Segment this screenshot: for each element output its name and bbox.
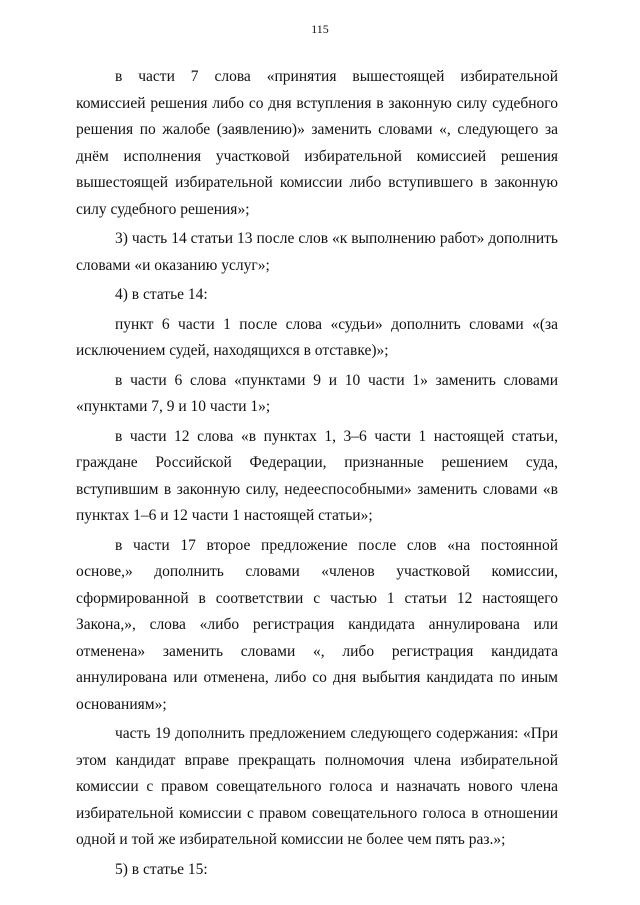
- page-number: 115: [311, 22, 329, 36]
- paragraph-part-6: в части 6 слова «пунктами 9 и 10 части 1» заменить словами «пунктами 7, 9 и 10 части 1»;: [76, 371, 558, 415]
- paragraph-point-6: пункт 6 части 1 после слова «судьи» дополнить словами «(за исключением судей, находящихся в отставке)»;: [76, 315, 558, 359]
- paragraph-item-3: 3) часть 14 статьи 13 после слов «к выполнению работ» дополнить словами «и оказанию услуг»;: [76, 230, 558, 274]
- paragraph-part-19: часть 19 дополнить предложением следующего содержания: «При этом кандидат вправе прекращать полномочия члена избирательной комиссии с правом совещательного голоса и назначать нового члена избирательной комиссии с правом совещательного голоса в отношении одной и той же избирательной комиссии не более чем пять раз.»;: [76, 725, 558, 848]
- paragraph-item-4: 4) в статье 14:: [115, 286, 208, 303]
- paragraph-part-7: в части 7 слова «принятия вышестоящей избирательной комиссией решения либо со дня вступления в законную силу судебного решения по жалобе (заявлению)» заменить словами «, следующего за днём исполнения участковой избирательной комиссией решения вышестоящей избирательной комиссии либо вступившего в законную силу судебного решения»;: [76, 68, 558, 218]
- document-body: [76, 64, 558, 883]
- paragraph-part-12: в части 12 слова «в пунктах 1, 3–6 части 1 настоящей статьи, граждане Российской Федерации, признанные решением суда, вступившим в законную силу, недееспособными» заменить словами «в пунктах 1–6 и 12 части 1 настоящей статьи»;: [76, 427, 558, 524]
- paragraph-part-17: в части 17 второе предложение после слов «на постоянной основе,» дополнить словами «членов участковой комиссии, сформированной в соответствии с частью 1 статьи 12 настоящего Закона,», слова «либо регистрация кандидата аннулирована или отменена» заменить словами «, либо регистрация кандидата аннулирована или отменена, либо со дня выбытия кандидата по иным основаниям»;: [76, 536, 558, 713]
- paragraph-item-5: 5) в статье 15:: [115, 860, 208, 878]
